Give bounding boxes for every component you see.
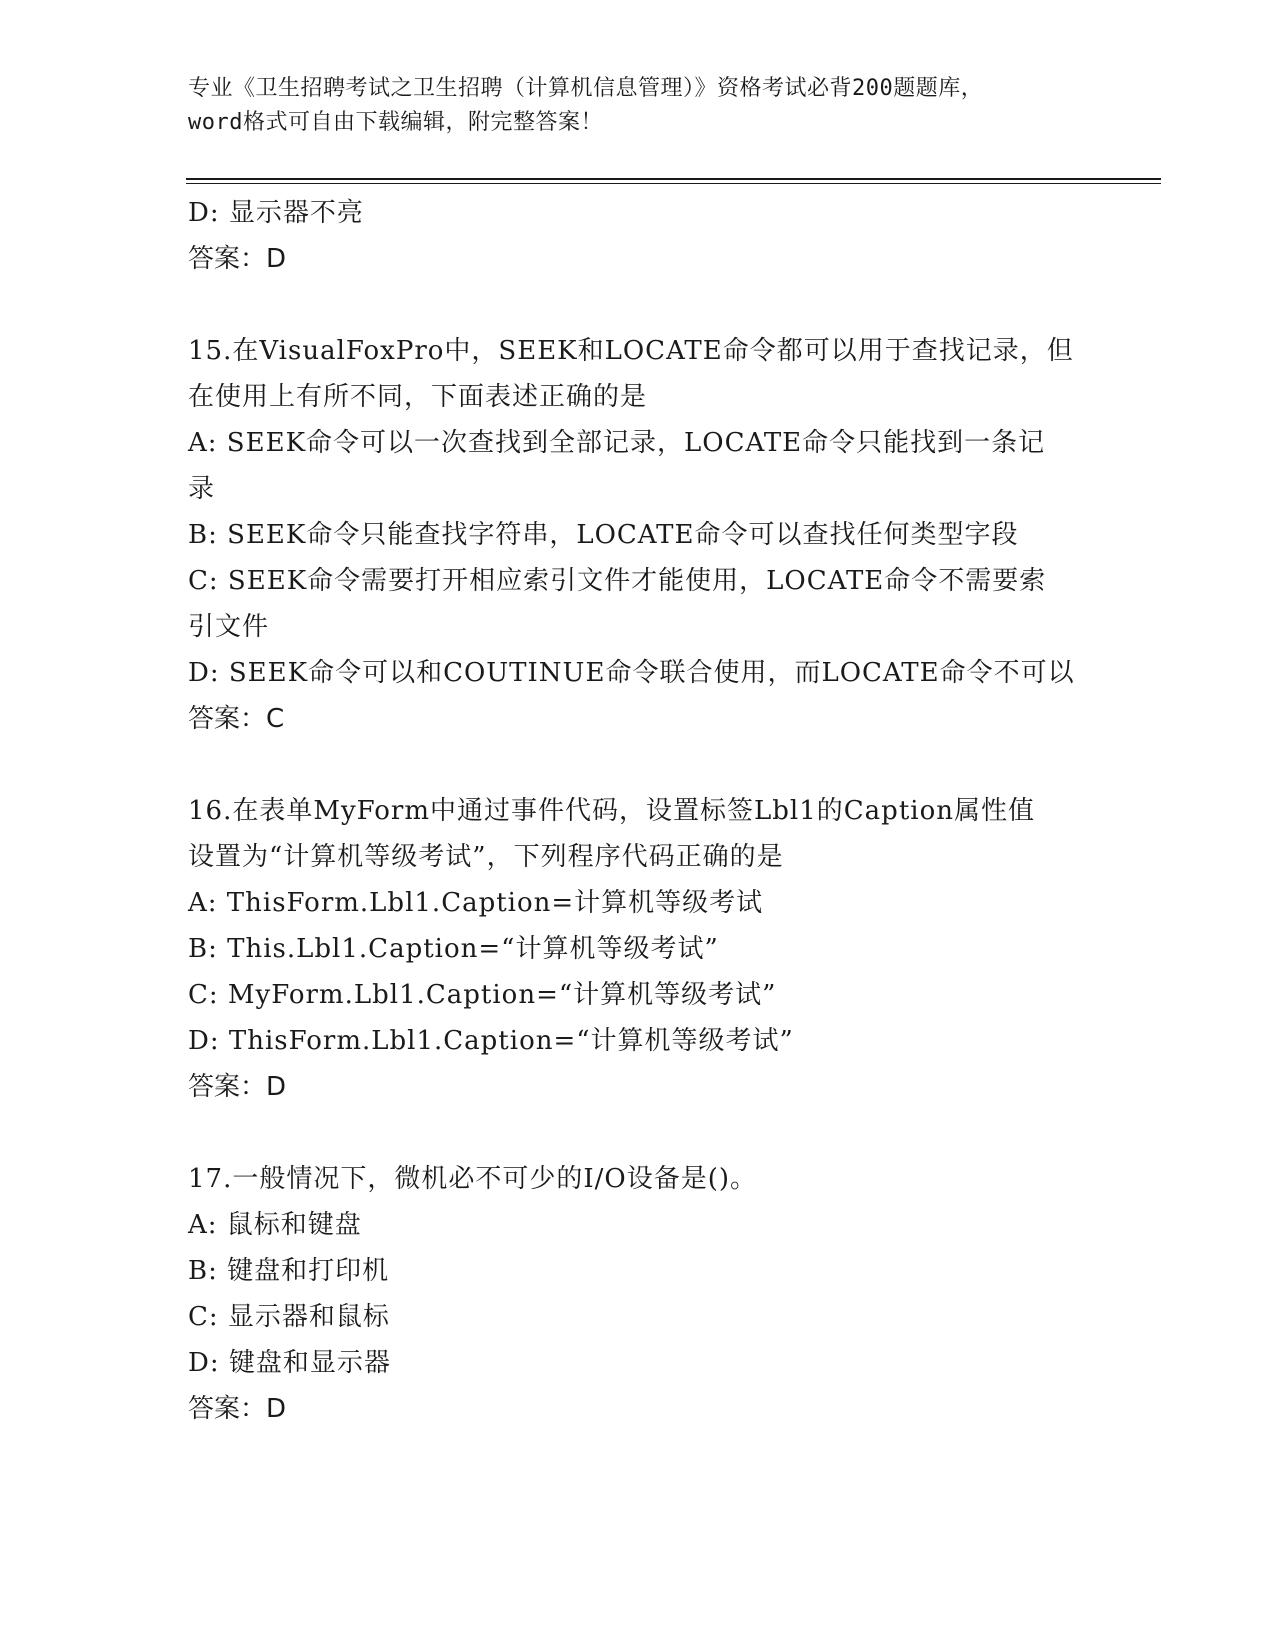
answer: 答案：D: [188, 1072, 287, 1102]
option-b: B: 键盘和打印机: [188, 1256, 390, 1286]
answer: 答案：D: [188, 244, 287, 274]
option-a: A: ThisForm.Lbl1.Caption=计算机等级考试: [188, 888, 764, 918]
question-16: [188, 788, 1088, 1110]
question-14-tail: [188, 190, 1088, 282]
header-line-2: word格式可自由下载编辑，附完整答案！: [188, 110, 603, 135]
option-b: B: This.Lbl1.Caption=“计算机等级考试”: [188, 934, 719, 964]
option-d: D: 键盘和显示器: [188, 1348, 391, 1378]
option-c: C: SEEK命令需要打开相应索引文件才能使用，LOCATE命令不需要索: [188, 566, 1047, 596]
header-divider: [186, 178, 1161, 180]
option-d: D: 显示器不亮: [188, 198, 364, 228]
option-c: C: 显示器和鼠标: [188, 1302, 390, 1332]
document-body: [188, 190, 1088, 1478]
document-header: [188, 72, 1078, 140]
option-c: C: MyForm.Lbl1.Caption=“计算机等级考试”: [188, 980, 777, 1010]
answer: 答案：D: [188, 1394, 287, 1424]
question-stem-cont: 设置为“计算机等级考试”，下列程序代码正确的是: [188, 842, 784, 872]
option-d: D: SEEK命令可以和COUTINUE命令联合使用，而LOCATE命令不可以: [188, 658, 1075, 688]
question-stem: 15.在VisualFoxPro中，SEEK和LOCATE命令都可以用于查找记录，但: [188, 336, 1074, 366]
question-17: [188, 1156, 1088, 1432]
option-c-cont: 引文件: [188, 612, 270, 642]
question-stem-cont: 在使用上有所不同，下面表述正确的是: [188, 382, 648, 412]
question-15: [188, 328, 1088, 742]
option-a: A: 鼠标和键盘: [188, 1210, 362, 1240]
header-divider-thin: [186, 183, 1161, 184]
option-a: A: SEEK命令可以一次查找到全部记录，LOCATE命令只能找到一条记: [188, 428, 1046, 458]
option-b: B: SEEK命令只能查找字符串，LOCATE命令可以查找任何类型字段: [188, 520, 1019, 550]
answer: 答案：C: [188, 704, 285, 734]
header-line-1: 专业《卫生招聘考试之卫生招聘（计算机信息管理）》资格考试必背200题题库，: [188, 76, 984, 101]
question-stem: 16.在表单MyForm中通过事件代码，设置标签Lbl1的Caption属性值: [188, 796, 1035, 826]
option-a-cont: 录: [188, 474, 216, 504]
option-d: D: ThisForm.Lbl1.Caption=“计算机等级考试”: [188, 1026, 794, 1056]
question-stem: 17.一般情况下，微机必不可少的I/O设备是()。: [188, 1164, 757, 1194]
